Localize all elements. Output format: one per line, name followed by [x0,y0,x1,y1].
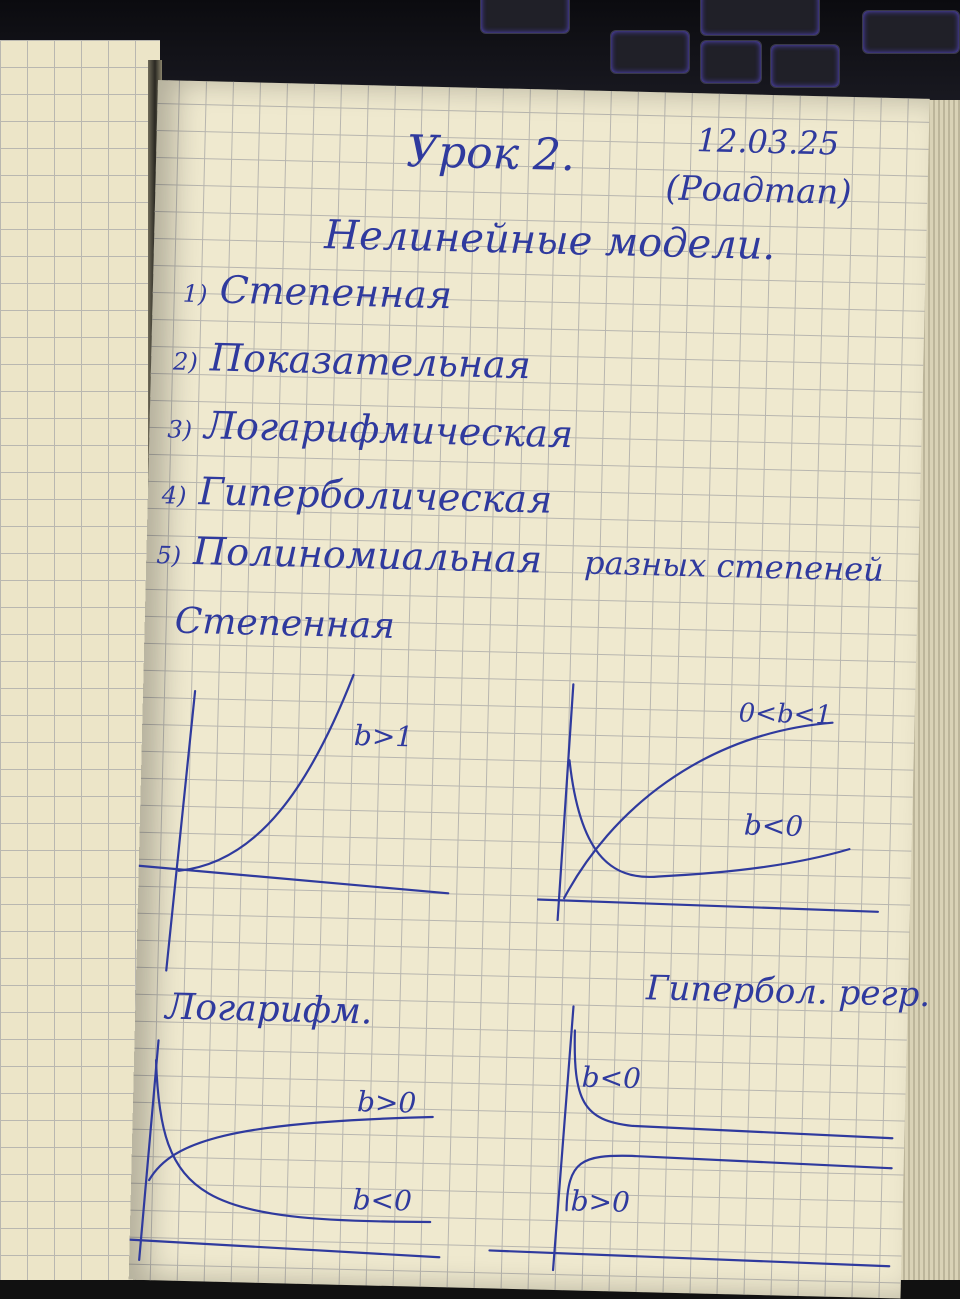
section-log-title: Логарифм. [164,986,373,1033]
list-item-extra: разных степеней [583,543,885,589]
list-item-number: 4) [161,481,187,510]
list-item-number: 5) [156,541,182,570]
list-item-label: Степенная [219,267,453,318]
label-b-gt-1: b>1 [353,718,414,754]
list-item-number: 2) [172,347,199,377]
list-item-label: Показательная [209,335,532,388]
label-b-between: 0<b<1 [738,698,833,731]
log-curve-b-gt-0 [149,1110,433,1187]
lesson-title: Урок 2. [405,126,576,182]
label-b-lt-0: b<0 [743,808,804,843]
label-hyper-b-lt-0: b<0 [581,1060,642,1096]
list-item-label: Гиперболическая [198,469,553,522]
hyper-y-axis [553,1006,573,1270]
label-log-b-lt-0: b<0 [352,1183,413,1218]
keyboard-key [700,0,820,36]
keyboard-key [770,44,840,88]
right-notebook-page [129,80,930,1299]
hyper-x-axis [489,1250,889,1266]
page-heading: Нелинейные модели. [323,212,776,270]
label-log-b-gt-0: b>0 [356,1085,417,1120]
keyboard-key [480,0,570,34]
log-hyper-graphs [129,80,930,1299]
keyboard-key [610,30,690,74]
keyboard-key [862,10,960,54]
section-hyper-title: Гипербол. регр. [645,968,931,1016]
label-hyper-b-gt-0: b>0 [570,1184,631,1219]
list-item-label: Полиномиальная [192,529,543,582]
lesson-teacher: (Роадтап) [665,168,853,213]
lesson-date: 12.03.25 [696,121,840,163]
list-item-number: 1) [182,279,208,309]
keyboard-key [700,40,762,84]
list-item-label: Логарифмическая [203,403,574,457]
log-x-axis [129,1240,439,1258]
section-power-title: Степенная [174,600,396,647]
list-item-number: 3) [167,415,193,444]
